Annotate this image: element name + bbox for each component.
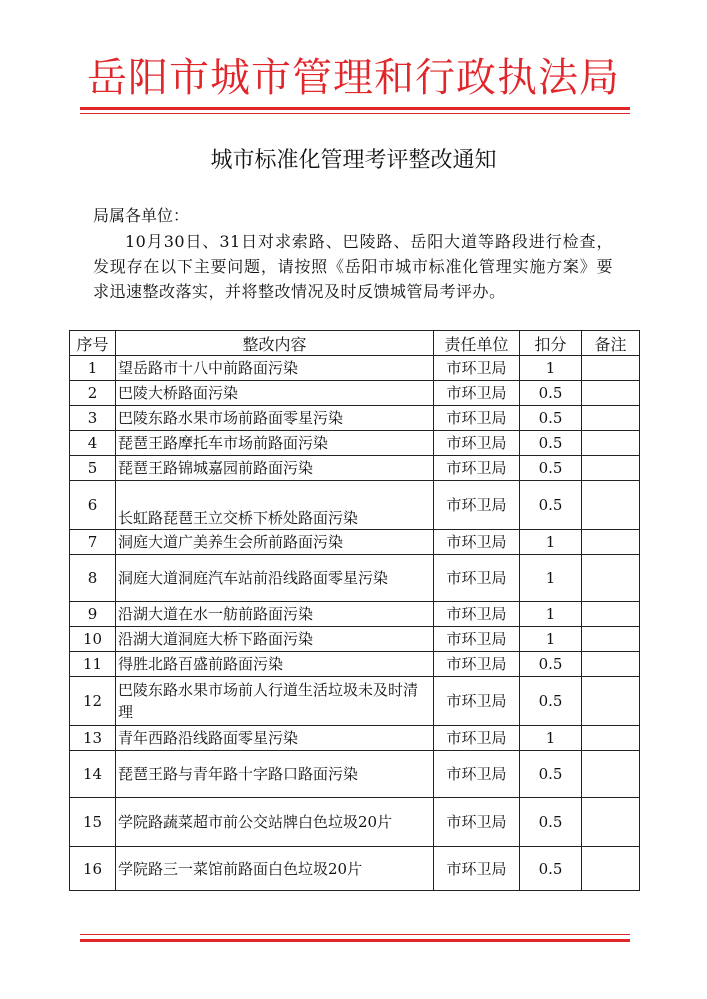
row-content: 洞庭大道洞庭汽车站前沿线路面零星污染 — [116, 555, 434, 602]
table-header-row — [70, 331, 640, 356]
row-deduction: 0.5 — [520, 798, 582, 847]
row-content: 巴陵东路水果市场前路面零星污染 — [116, 406, 434, 431]
row-content: 长虹路琵琶王立交桥下桥处路面污染 — [116, 481, 434, 530]
table-row — [70, 726, 640, 751]
row-content: 琵琶王路锦城嘉园前路面污染 — [116, 456, 434, 481]
row-deduction: 1 — [520, 530, 582, 555]
row-no: 9 — [70, 602, 116, 627]
row-unit: 市环卫局 — [434, 726, 520, 751]
row-deduction: 1 — [520, 627, 582, 652]
table-row — [70, 652, 640, 677]
body-paragraph: 10月30日、31日对求索路、巴陵路、岳阳大道等路段进行检查，发现存在以下主要问题，请按照《岳阳市城市标准化管理实施方案》要求迅速整改落实，并将整改情况及时反馈城管局考评办。 — [93, 232, 613, 301]
row-content: 青年西路沿线路面零星污染 — [116, 726, 434, 751]
row-unit: 市环卫局 — [434, 652, 520, 677]
row-deduction: 1 — [520, 726, 582, 751]
row-note — [582, 677, 640, 726]
row-unit: 市环卫局 — [434, 431, 520, 456]
row-note — [582, 356, 640, 381]
table-row — [70, 798, 640, 847]
row-content: 望岳路市十八中前路面污染 — [116, 356, 434, 381]
row-note — [582, 555, 640, 602]
header-content: 整改内容 — [116, 331, 434, 356]
row-unit: 市环卫局 — [434, 798, 520, 847]
row-note — [582, 627, 640, 652]
table-row — [70, 356, 640, 381]
row-content: 琵琶王路摩托车市场前路面污染 — [116, 431, 434, 456]
row-content: 沿湖大道在水一舫前路面污染 — [116, 602, 434, 627]
row-no: 6 — [70, 481, 116, 530]
row-unit: 市环卫局 — [434, 847, 520, 891]
header-unit: 责任单位 — [434, 331, 520, 356]
row-note — [582, 751, 640, 798]
row-no: 5 — [70, 456, 116, 481]
row-no: 11 — [70, 652, 116, 677]
table-row — [70, 456, 640, 481]
row-content: 沿湖大道洞庭大桥下路面污染 — [116, 627, 434, 652]
row-unit: 市环卫局 — [434, 555, 520, 602]
table-row — [70, 555, 640, 602]
row-note — [582, 456, 640, 481]
table-row — [70, 627, 640, 652]
header-no: 序号 — [70, 331, 116, 356]
row-deduction: 1 — [520, 602, 582, 627]
row-content: 琵琶王路与青年路十字路口路面污染 — [116, 751, 434, 798]
table-row — [70, 530, 640, 555]
row-no: 13 — [70, 726, 116, 751]
row-note — [582, 726, 640, 751]
row-no: 14 — [70, 751, 116, 798]
row-note — [582, 381, 640, 406]
row-no: 10 — [70, 627, 116, 652]
table-row — [70, 431, 640, 456]
row-unit: 市环卫局 — [434, 677, 520, 726]
row-deduction: 1 — [520, 555, 582, 602]
row-unit: 市环卫局 — [434, 381, 520, 406]
header-divider-thick — [80, 107, 630, 110]
row-note — [582, 602, 640, 627]
row-no: 2 — [70, 381, 116, 406]
row-deduction: 0.5 — [520, 481, 582, 530]
rectification-table — [69, 330, 640, 891]
row-unit: 市环卫局 — [434, 481, 520, 530]
row-deduction: 0.5 — [520, 751, 582, 798]
row-note — [582, 406, 640, 431]
row-deduction: 0.5 — [520, 652, 582, 677]
row-no: 4 — [70, 431, 116, 456]
row-content: 洞庭大道广美养生会所前路面污染 — [116, 530, 434, 555]
row-unit: 市环卫局 — [434, 356, 520, 381]
table-row — [70, 602, 640, 627]
row-note — [582, 847, 640, 891]
row-deduction: 1 — [520, 356, 582, 381]
footer-divider-thin — [80, 934, 630, 935]
row-content: 得胜北路百盛前路面污染 — [116, 652, 434, 677]
row-no: 15 — [70, 798, 116, 847]
row-deduction: 0.5 — [520, 381, 582, 406]
row-no: 12 — [70, 677, 116, 726]
salutation: 局属各单位： — [93, 206, 190, 225]
table-row — [70, 381, 640, 406]
agency-name: 岳阳市城市管理和行政执法局 — [87, 55, 620, 101]
row-deduction: 0.5 — [520, 847, 582, 891]
row-content: 学院路蔬菜超市前公交站牌白色垃圾20片 — [116, 798, 434, 847]
row-deduction: 0.5 — [520, 431, 582, 456]
row-note — [582, 431, 640, 456]
row-note — [582, 530, 640, 555]
row-unit: 市环卫局 — [434, 751, 520, 798]
row-note — [582, 652, 640, 677]
table-row — [70, 481, 640, 530]
table-row — [70, 677, 640, 726]
table-row — [70, 751, 640, 798]
table-row — [70, 847, 640, 891]
row-no: 16 — [70, 847, 116, 891]
row-deduction: 0.5 — [520, 456, 582, 481]
document-title: 城市标准化管理考评整改通知 — [210, 148, 497, 173]
row-note — [582, 798, 640, 847]
row-content: 学院路三一菜馆前路面白色垃圾20片 — [116, 847, 434, 891]
row-content: 巴陵东路水果市场前人行道生活垃圾未及时清理 — [116, 677, 434, 726]
row-unit: 市环卫局 — [434, 627, 520, 652]
row-no: 7 — [70, 530, 116, 555]
header-note: 备注 — [582, 331, 640, 356]
row-content: 巴陵大桥路面污染 — [116, 381, 434, 406]
footer-divider-thick — [80, 939, 630, 942]
row-no: 1 — [70, 356, 116, 381]
row-unit: 市环卫局 — [434, 530, 520, 555]
header-deduction: 扣分 — [520, 331, 582, 356]
row-note — [582, 481, 640, 530]
row-deduction: 0.5 — [520, 677, 582, 726]
row-no: 3 — [70, 406, 116, 431]
header-divider-thin — [80, 113, 630, 114]
row-unit: 市环卫局 — [434, 602, 520, 627]
row-deduction: 0.5 — [520, 406, 582, 431]
table-row — [70, 406, 640, 431]
row-unit: 市环卫局 — [434, 406, 520, 431]
row-no: 8 — [70, 555, 116, 602]
row-unit: 市环卫局 — [434, 456, 520, 481]
